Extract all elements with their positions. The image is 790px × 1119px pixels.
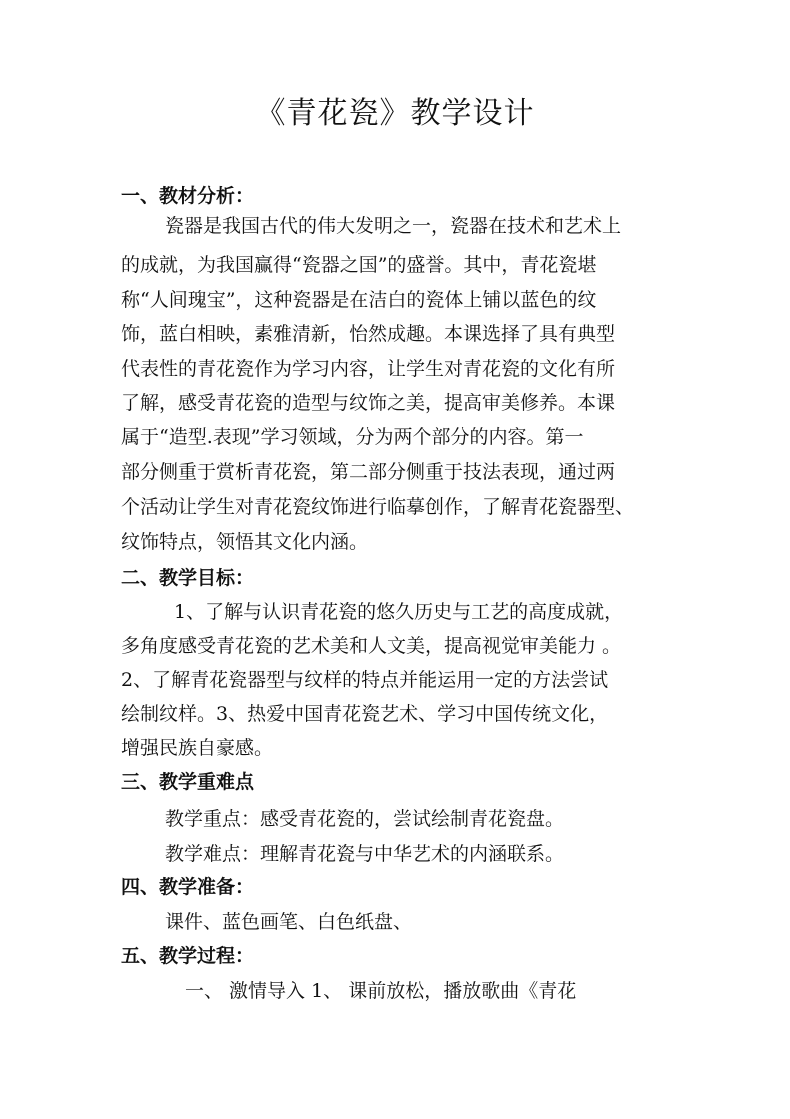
section-heading-process: 五、教学过程： [121, 945, 255, 967]
paragraph-line: 教学难点：理解青花瓷与中华艺术的内涵联系。 [165, 843, 565, 865]
paragraph-line: 增强民族自豪感。 [121, 737, 274, 759]
paragraph-line: 饰，蓝白相映，素雅清新，怡然成趣。本课选择了具有典型 [121, 323, 616, 345]
paragraph-line: 称“人间瑰宝”，这种瓷器是在洁白的瓷体上铺以蓝色的纹 [121, 289, 597, 311]
paragraph-line: 的成就，为我国赢得“瓷器之国”的盛誉。其中，青花瓷堪 [121, 254, 597, 276]
paragraph-line: 课件、蓝色画笔、白色纸盘、 [165, 911, 413, 933]
section-heading-preparation: 四、教学准备： [121, 876, 255, 898]
paragraph-line: 代表性的青花瓷作为学习内容，让学生对青花瓷的文化有所 [121, 358, 616, 380]
paragraph-line: 教学重点：感受青花瓷的，尝试绘制青花瓷盘。 [165, 808, 565, 830]
paragraph-line: 瓷器是我国古代的伟大发明之一，瓷器在技术和艺术上 [165, 215, 622, 237]
section-heading-materials: 一、教材分析： [121, 185, 255, 207]
section-heading-objectives: 二、教学目标： [121, 567, 255, 589]
paragraph-line: 绘制纹样。3、热爱中国青花瓷艺术、学习中国传统文化， [121, 703, 609, 725]
paragraph-line: 部分侧重于赏析青花瓷，第二部分侧重于技法表现，通过两 [121, 461, 616, 483]
paragraph-line: 1、了解与认识青花瓷的悠久历史与工艺的高度成就， [174, 601, 624, 623]
paragraph-line: 2、了解青花瓷器型与纹样的特点并能运用一定的方法尝试 [121, 669, 609, 691]
section-heading-key-points: 三、教学重难点 [121, 771, 255, 793]
paragraph-line: 了解，感受青花瓷的造型与纹饰之美，提高审美修养。本课 [121, 392, 616, 414]
document-title: 《青花瓷》教学设计 [255, 96, 535, 131]
paragraph-line: 属于“造型.表现”学习领域，分为两个部分的内容。第一 [121, 426, 584, 448]
paragraph-line: 一、 激情导入 1、 课前放松，播放歌曲《青花 [185, 980, 577, 1002]
paragraph-line: 纹饰特点，领悟其文化内涵。 [121, 531, 369, 553]
paragraph-line: 个活动让学生对青花瓷纹饰进行临摹创作，了解青花瓷器型、 [121, 496, 635, 518]
paragraph-line: 多角度感受青花瓷的艺术美和人文美，提高视觉审美能力 。 [121, 635, 622, 657]
